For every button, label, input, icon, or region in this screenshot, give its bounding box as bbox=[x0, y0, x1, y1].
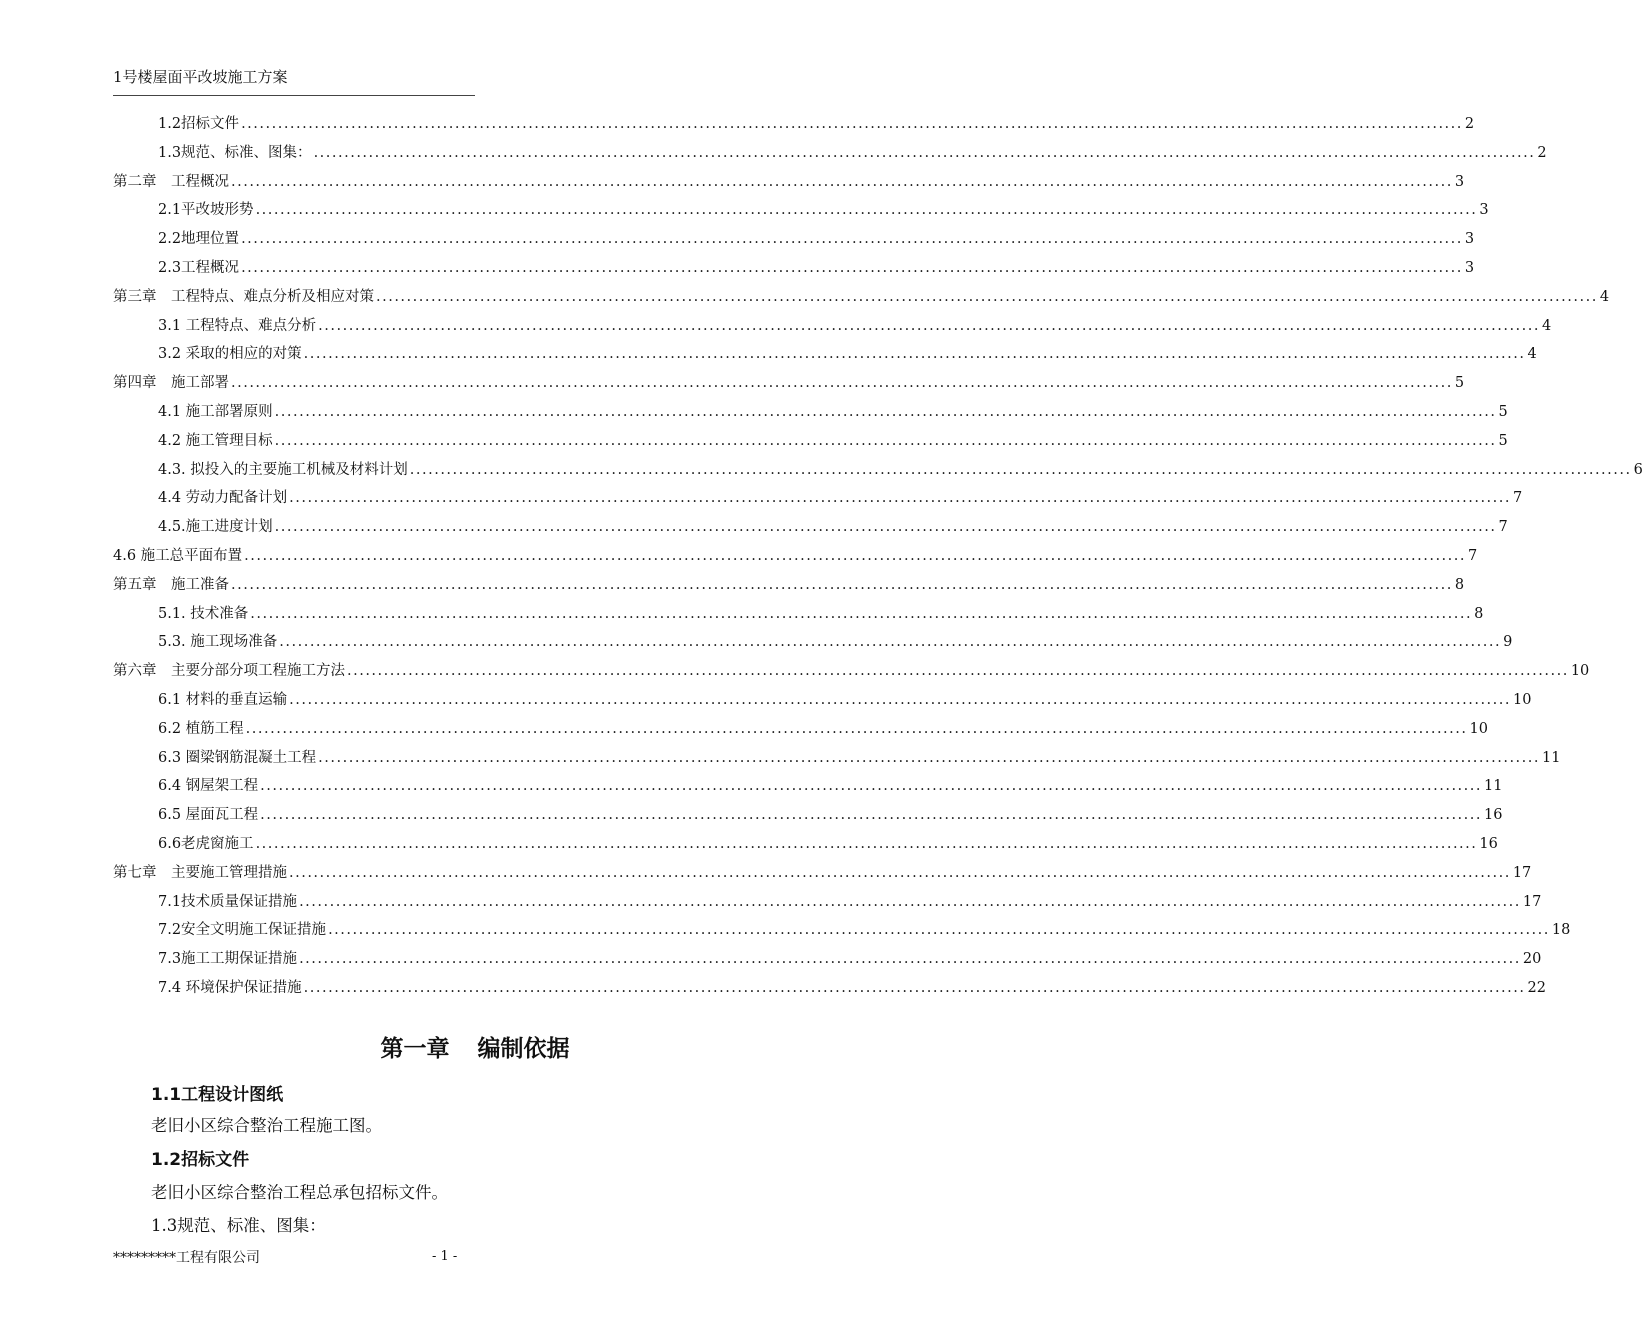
toc-leader-dots: ........................................................................................................................................................................................................ bbox=[274, 432, 1497, 449]
toc-leader-dots: ........................................................................................................................................................................................................ bbox=[328, 922, 1550, 939]
toc-entry[interactable] bbox=[113, 830, 1498, 859]
toc-entry-label: 7.3施工工期保证措施 bbox=[158, 951, 298, 968]
toc-leader-dots: ........................................................................................................................................................................................................ bbox=[409, 461, 1632, 478]
toc-entry-page: 20 bbox=[1522, 951, 1542, 968]
toc-entry-label: 5.1. 技术准备 bbox=[158, 605, 249, 622]
toc-leader-dots: ........................................................................................................................................................................................................ bbox=[313, 144, 1536, 161]
toc-entry-page: 5 bbox=[1498, 432, 1508, 449]
toc-entry-page: 4 bbox=[1599, 288, 1610, 305]
toc-entry[interactable] bbox=[113, 801, 1503, 830]
toc-entry[interactable] bbox=[113, 456, 1643, 485]
toc-entry-label: 4.5.施工进度计划 bbox=[158, 519, 273, 536]
toc-leader-dots: ........................................................................................................................................................................................................ bbox=[241, 116, 1463, 132]
toc-entry[interactable] bbox=[113, 657, 1590, 686]
toc-entry-label: 5.3. 施工现场准备 bbox=[158, 634, 278, 651]
toc-entry-label: 第三章 工程特点、难点分析及相应对策 bbox=[113, 288, 374, 305]
toc-entry-page: 16 bbox=[1484, 807, 1503, 824]
toc-entry[interactable] bbox=[113, 686, 1532, 715]
toc-entry[interactable] bbox=[113, 427, 1508, 456]
toc-leader-dots: ........................................................................................................................................................................................................ bbox=[231, 375, 1453, 392]
toc-entry[interactable] bbox=[113, 369, 1465, 398]
toc-entry-page: 3 bbox=[1464, 231, 1475, 248]
toc-leader-dots: ........................................................................................................................................................................................................ bbox=[347, 663, 1569, 680]
toc-entry-page: 2 bbox=[1537, 144, 1547, 161]
toc-entry-label: 6.6老虎窗施工 bbox=[158, 835, 254, 852]
toc-entry[interactable] bbox=[113, 859, 1532, 888]
toc-entry-page: 11 bbox=[1542, 749, 1561, 766]
toc-entry[interactable] bbox=[113, 888, 1542, 917]
toc-entry-label: 6.2 植筋工程 bbox=[158, 720, 244, 737]
toc-leader-dots: ........................................................................................................................................................................................................ bbox=[289, 864, 1511, 881]
toc-leader-dots: ........................................................................................................................................................................................................ bbox=[241, 259, 1463, 276]
header-divider bbox=[113, 95, 475, 96]
toc-leader-dots: ........................................................................................................................................................................................................ bbox=[245, 720, 1468, 737]
toc-entry-page: 16 bbox=[1479, 835, 1498, 852]
toc-entry-label: 3.2 采取的相应的对策 bbox=[158, 346, 302, 363]
toc-entry[interactable] bbox=[113, 715, 1488, 744]
toc-entry-page: 5 bbox=[1454, 375, 1465, 392]
toc-entry-page: 10 bbox=[1469, 720, 1488, 737]
footer-company: *********工程有限公司 bbox=[113, 1250, 260, 1266]
toc-leader-dots: ........................................................................................................................................................................................................ bbox=[260, 807, 1482, 824]
toc-leader-dots: ........................................................................................................................................................................................................ bbox=[274, 519, 1497, 536]
section-text-1-3: 1.3规范、标准、图集： bbox=[151, 1216, 326, 1235]
toc-entry-page: 4 bbox=[1527, 346, 1537, 363]
toc-entry-page: 17 bbox=[1522, 893, 1542, 910]
table-of-contents bbox=[113, 110, 1643, 1003]
toc-entry[interactable] bbox=[113, 600, 1484, 629]
toc-entry[interactable] bbox=[113, 628, 1513, 657]
toc-entry-label: 1.2招标文件 bbox=[158, 116, 240, 132]
toc-leader-dots: ........................................................................................................................................................................................................ bbox=[231, 576, 1453, 593]
toc-entry-page: 3 bbox=[1464, 259, 1475, 276]
toc-leader-dots: ........................................................................................................................................................................................................ bbox=[318, 749, 1540, 766]
toc-leader-dots: ........................................................................................................................................................................................................ bbox=[376, 288, 1598, 305]
toc-leader-dots: ........................................................................................................................................................................................................ bbox=[274, 403, 1497, 420]
toc-leader-dots: ........................................................................................................................................................................................................ bbox=[244, 547, 1466, 564]
toc-entry-page: 10 bbox=[1570, 663, 1590, 680]
toc-entry-label: 2.2地理位置 bbox=[158, 231, 240, 248]
toc-entry-label: 6.5 屋面瓦工程 bbox=[158, 807, 259, 824]
toc-entry-label: 7.2安全文明施工保证措施 bbox=[158, 922, 327, 939]
toc-entry[interactable] bbox=[113, 196, 1489, 225]
toc-entry-label: 6.4 钢屋架工程 bbox=[158, 778, 259, 795]
toc-entry-page: 7 bbox=[1468, 547, 1478, 564]
toc-entry-label: 第四章 施工部署 bbox=[113, 375, 229, 392]
toc-entry[interactable] bbox=[113, 772, 1503, 801]
toc-entry[interactable] bbox=[113, 168, 1465, 197]
toc-entry-label: 1.3规范、标准、图集： bbox=[158, 144, 312, 161]
toc-entry-page: 17 bbox=[1512, 864, 1532, 881]
toc-entry-label: 3.1 工程特点、难点分析 bbox=[158, 317, 317, 334]
toc-entry[interactable] bbox=[113, 254, 1475, 283]
toc-entry[interactable] bbox=[113, 974, 1546, 1003]
toc-entry-page: 8 bbox=[1454, 576, 1465, 593]
toc-leader-dots: ........................................................................................................................................................................................................ bbox=[260, 778, 1482, 795]
toc-entry[interactable] bbox=[113, 110, 1475, 139]
footer-page-number: - 1 - bbox=[432, 1249, 458, 1264]
toc-leader-dots: ........................................................................................................................................................................................................ bbox=[279, 634, 1502, 651]
chapter-name: 编制依据 bbox=[477, 1036, 570, 1062]
toc-entry-page: 22 bbox=[1527, 979, 1546, 996]
toc-leader-dots: ........................................................................................................................................................................................................ bbox=[299, 951, 1521, 968]
toc-entry-page: 18 bbox=[1551, 922, 1571, 939]
toc-entry-label: 第七章 主要施工管理措施 bbox=[113, 864, 287, 881]
toc-entry[interactable] bbox=[113, 312, 1552, 341]
toc-entry-label: 6.3 圈梁钢筋混凝土工程 bbox=[158, 749, 317, 766]
toc-entry[interactable] bbox=[113, 744, 1561, 773]
toc-leader-dots: ........................................................................................................................................................................................................ bbox=[231, 173, 1453, 190]
toc-entry-page: 5 bbox=[1498, 403, 1508, 420]
toc-entry-page: 2 bbox=[1464, 116, 1475, 132]
toc-entry[interactable] bbox=[113, 398, 1508, 427]
toc-entry-label: 4.4 劳动力配备计划 bbox=[158, 490, 288, 507]
toc-entry-label: 第六章 主要分部分项工程施工方法 bbox=[113, 663, 345, 680]
section-text-1-2: 老旧小区综合整治工程总承包招标文件。 bbox=[151, 1183, 448, 1202]
toc-entry[interactable] bbox=[113, 484, 1523, 513]
toc-entry[interactable] bbox=[113, 283, 1610, 312]
toc-entry[interactable] bbox=[113, 225, 1475, 254]
running-header: 1号楼屋面平改坡施工方案 bbox=[113, 68, 288, 86]
toc-entry-page: 10 bbox=[1513, 691, 1532, 708]
toc-leader-dots: ........................................................................................................................................................................................................ bbox=[289, 490, 1511, 507]
toc-entry-page: 6 bbox=[1633, 461, 1643, 478]
toc-entry[interactable] bbox=[113, 340, 1537, 369]
toc-entry-page: 7 bbox=[1498, 519, 1508, 536]
toc-entry-label: 7.4 环境保护保证措施 bbox=[158, 979, 302, 996]
toc-entry-label: 2.3工程概况 bbox=[158, 259, 240, 276]
toc-entry-page: 8 bbox=[1474, 605, 1484, 622]
section-text-1-1: 老旧小区综合整治工程施工图。 bbox=[151, 1116, 382, 1135]
chapter-title bbox=[0, 1030, 950, 1063]
toc-leader-dots: ........................................................................................................................................................................................................ bbox=[250, 605, 1473, 622]
toc-entry-label: 4.1 施工部署原则 bbox=[158, 403, 273, 420]
toc-entry[interactable] bbox=[113, 542, 1478, 571]
toc-entry-label: 2.1平改坡形势 bbox=[158, 202, 254, 219]
toc-entry-label: 第五章 施工准备 bbox=[113, 576, 229, 593]
toc-entry-label: 6.1 材料的垂直运输 bbox=[158, 691, 288, 708]
toc-leader-dots: ........................................................................................................................................................................................................ bbox=[299, 893, 1521, 910]
toc-leader-dots: ........................................................................................................................................................................................................ bbox=[255, 202, 1478, 219]
toc-entry[interactable] bbox=[113, 513, 1508, 542]
toc-entry-label: 4.3. 拟投入的主要施工机械及材料计划 bbox=[158, 461, 408, 478]
toc-entry-page: 11 bbox=[1484, 778, 1503, 795]
chapter-number: 第一章 bbox=[380, 1036, 450, 1062]
toc-entry-page: 4 bbox=[1542, 317, 1552, 334]
toc-leader-dots: ........................................................................................................................................................................................................ bbox=[241, 231, 1463, 248]
toc-entry-page: 3 bbox=[1454, 173, 1465, 190]
section-heading-1-2: 1.2招标文件 bbox=[151, 1150, 250, 1170]
toc-entry[interactable] bbox=[113, 571, 1465, 600]
toc-entry-label: 4.6 施工总平面布置 bbox=[113, 547, 243, 564]
toc-leader-dots: ........................................................................................................................................................................................................ bbox=[303, 979, 1526, 996]
toc-entry[interactable] bbox=[113, 945, 1542, 974]
toc-entry-label: 第二章 工程概况 bbox=[113, 173, 229, 190]
toc-entry-page: 9 bbox=[1503, 634, 1513, 651]
toc-entry[interactable] bbox=[113, 916, 1571, 945]
toc-entry-label: 7.1技术质量保证措施 bbox=[158, 893, 298, 910]
toc-leader-dots: ........................................................................................................................................................................................................ bbox=[255, 835, 1478, 852]
toc-entry-page: 7 bbox=[1513, 490, 1523, 507]
section-heading-1-1: 1.1工程设计图纸 bbox=[151, 1085, 284, 1105]
toc-leader-dots: ........................................................................................................................................................................................................ bbox=[303, 346, 1526, 363]
toc-leader-dots: ........................................................................................................................................................................................................ bbox=[318, 317, 1540, 334]
toc-entry-label: 4.2 施工管理目标 bbox=[158, 432, 273, 449]
toc-leader-dots: ........................................................................................................................................................................................................ bbox=[289, 691, 1511, 708]
toc-entry[interactable] bbox=[113, 139, 1547, 168]
toc-entry-page: 3 bbox=[1479, 202, 1489, 219]
